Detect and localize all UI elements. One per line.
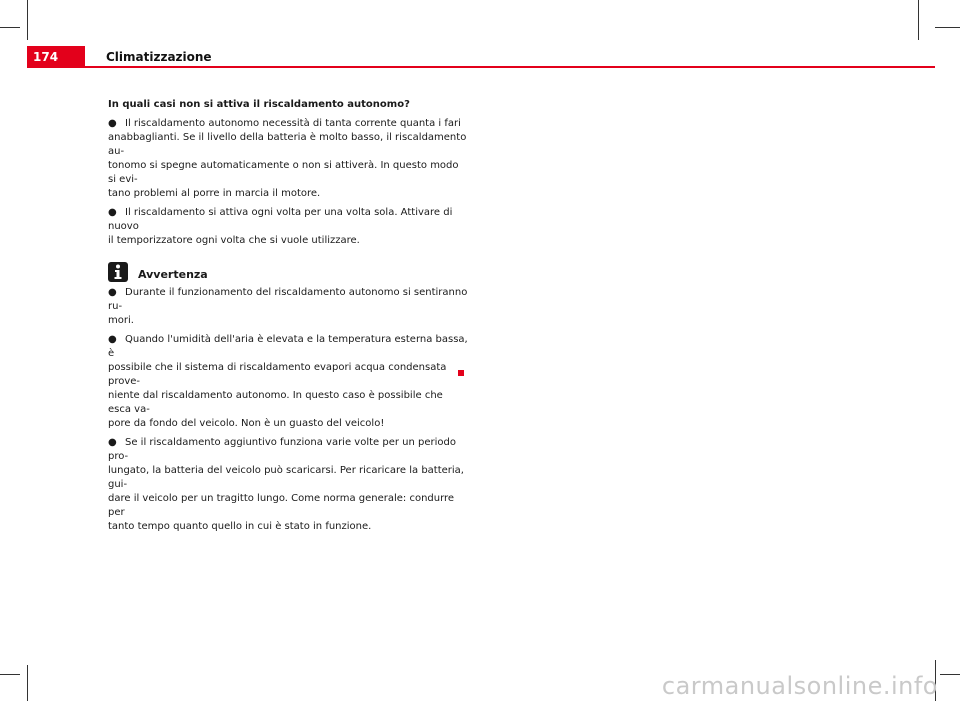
section-heading: In quali casi non si attiva il riscaldamento autonomo? [108, 99, 410, 110]
warning-bullet [108, 436, 468, 534]
info-icon [108, 262, 128, 282]
crop-mark [0, 674, 20, 675]
bullet-icon: ● [108, 118, 117, 129]
section-end-marker [458, 370, 464, 376]
header-rule [85, 66, 935, 68]
crop-mark [935, 27, 960, 28]
question-bullet [108, 206, 468, 248]
line: Il riscaldamento autonomo necessità di tanta corrente quanta i fari [125, 118, 461, 129]
warning-title: Avvertenza [138, 268, 208, 281]
warning-header [108, 262, 468, 282]
crop-mark [27, 0, 28, 40]
line: il temporizzatore ogni volta che si vuole utilizzare. [108, 235, 360, 246]
line: Quando l'umidità dell'aria è elevata e la temperatura esterna bassa, è [108, 334, 468, 359]
bullet-icon: ● [108, 207, 117, 218]
main-content [108, 98, 468, 539]
warning-bullet [108, 286, 468, 328]
bullet-icon: ● [108, 334, 117, 345]
line: Se il riscaldamento aggiuntivo funziona varie volte per un periodo pro- [108, 437, 456, 462]
page-number-badge [27, 46, 85, 68]
warning-bullet [108, 333, 468, 431]
crop-mark [0, 27, 20, 28]
bullet-icon: ● [108, 287, 117, 298]
line: tano problemi al porre in marcia il motore. [108, 188, 321, 199]
line: tonomo si spegne automaticamente o non si attiverà. In questo modo si evi- [108, 160, 459, 185]
line: possibile che il sistema di riscaldamento evapori acqua condensata prove- [108, 362, 447, 387]
question-bullet [108, 117, 468, 201]
bullet-icon: ● [108, 437, 117, 448]
line: pore da fondo del veicolo. Non è un guasto del veicolo! [108, 418, 385, 429]
crop-mark [940, 674, 960, 675]
chapter-title: Climatizzazione [106, 50, 212, 64]
page-number: 174 [33, 50, 59, 64]
line: tanto tempo quanto quello in cui è stato in funzione. [108, 521, 372, 532]
watermark: carmanualsonline.info [661, 672, 938, 700]
line: Il riscaldamento si attiva ogni volta per una volta sola. Attivare di nuovo [108, 207, 453, 232]
line: mori. [108, 315, 134, 326]
line: Durante il funzionamento del riscaldamento autonomo si sentiranno ru- [108, 287, 468, 312]
crop-mark [27, 665, 28, 701]
crop-mark [918, 0, 919, 40]
line: dare il veicolo per un tragitto lungo. Come norma generale: condurre per [108, 493, 455, 518]
line: anabbaglianti. Se il livello della batteria è molto basso, il riscaldamento au- [108, 132, 467, 157]
line: lungato, la batteria del veicolo può scaricarsi. Per ricaricare la batteria, gui- [108, 465, 464, 490]
line: niente dal riscaldamento autonomo. In questo caso è possibile che esca va- [108, 390, 443, 415]
